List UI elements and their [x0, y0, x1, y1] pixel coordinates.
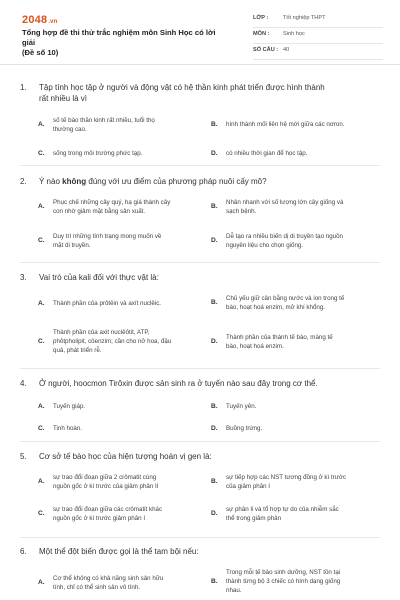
option-line: Thành phần của prôtêin và axít nuclêic. [53, 300, 162, 307]
title-line-2: (Đề số 10) [22, 48, 59, 57]
question-divider [20, 165, 380, 166]
option-line: Buồng trứng. [226, 425, 263, 432]
option-line: sự phân li và tổ hợp tự do của nhiễm sắc [226, 506, 339, 513]
option-text [53, 116, 203, 134]
option-text [226, 198, 376, 216]
meta-row-subject [253, 29, 383, 44]
meta-value: Sinh học [283, 31, 305, 37]
option-line: thành từng bộ 3 chiếc có hình dạng giống [226, 578, 341, 585]
logo-suffix: .vn [48, 19, 58, 25]
option-line: bào, hoạt hoá enzim, mở khí khổng. [226, 304, 325, 311]
option-letter: A. [38, 121, 45, 128]
meta-value: 40 [283, 47, 290, 53]
option-line: bào, hoạt hoá enzim. [226, 343, 284, 350]
meta-row-class [253, 13, 383, 28]
question-text-line: Cơ sở tế bào học của hiện tượng hoán vị gen là: [39, 452, 212, 461]
document-header [0, 0, 400, 65]
option-letter: C. [38, 237, 45, 244]
option-letter: D. [211, 338, 218, 345]
question-number: 3. [20, 273, 27, 282]
question-number: 4. [20, 379, 27, 388]
question-text-part: Ý nào [39, 177, 63, 186]
question-number: 1. [20, 83, 27, 92]
question-stem [0, 451, 400, 462]
meta-row-count [253, 45, 383, 60]
question-text-line: rất nhiều là vì [39, 94, 88, 103]
question-2 [0, 176, 400, 249]
question-stem [0, 176, 400, 187]
option-line: Dễ tạo ra nhiều biến dị di truyền tạo nguồn [226, 233, 343, 240]
title-line-1: Tổng hợp đề thi thử trắc nghiệm môn Sinh Học có lời giải [22, 28, 216, 47]
option-letter: B. [211, 478, 218, 485]
question-number: 6. [20, 547, 27, 556]
option-line: quả, phát triển rễ. [53, 347, 102, 354]
option-line: Tuyến yên. [226, 403, 257, 410]
option-line: Chủ yếu giữ cân bằng nước và ion trong tế [226, 295, 345, 302]
option-line: sống trong môi trường phức tạp. [53, 150, 143, 157]
document-meta [253, 13, 383, 61]
option-letter: A. [38, 403, 45, 410]
question-3 [0, 272, 400, 354]
option-letter: D. [211, 425, 218, 432]
question-6 [0, 546, 400, 594]
question-1 [0, 82, 400, 157]
option-letter: C. [38, 425, 45, 432]
option-line: thể trong giảm phân [226, 515, 282, 522]
option-letter: A. [38, 300, 45, 307]
question-text-line: Vai trò của kali đối với thực vật là: [39, 273, 159, 282]
option-text [226, 333, 376, 351]
option-line: phôtpholipit, côenzim; cần cho nở hoa, đậu [53, 338, 172, 345]
option-letter: B. [211, 578, 218, 585]
option-text [226, 294, 376, 312]
option-line: sự trao đổi đoạn giữa các crômatit khác [53, 506, 163, 513]
question-text-line: Một thể đột biến được gọi là thể tam bội nếu: [39, 547, 199, 556]
option-text [226, 424, 376, 433]
option-text [53, 424, 203, 433]
option-letter: D. [211, 237, 218, 244]
option-text [53, 198, 203, 216]
option-text [53, 574, 203, 592]
question-4 [0, 378, 400, 432]
meta-label: SỐ CÂU : [253, 47, 279, 53]
option-line: Thành phần của thành tế bào, màng tế [226, 334, 333, 341]
option-line: Cơ thể không có khả năng sinh sản hữu [53, 575, 164, 582]
option-line: sự tiếp hợp các NST tương đồng ở kì trước [226, 474, 347, 481]
question-stem [0, 272, 400, 283]
meta-value: Tốt nghiệp THPT [283, 15, 326, 21]
question-text-line [39, 176, 380, 187]
question-text-part: đúng với ưu điểm của phương pháp nuôi cấy mô? [86, 177, 267, 186]
question-divider [20, 441, 380, 442]
option-line: Nhân nhanh với số lượng lớn cây giống và [226, 199, 344, 206]
option-line: Thành phần của axit nuclêôtit, ATP, [53, 329, 150, 336]
option-letter: B. [211, 403, 218, 410]
option-text [226, 473, 376, 491]
option-letter: D. [211, 150, 218, 157]
option-line: hình thành mối liên hệ mới giữa các nơron. [226, 121, 345, 128]
option-letter: D. [211, 510, 218, 517]
option-line: nguyên liệu cho chọn giống. [226, 242, 304, 249]
option-line: tính, chỉ có thể sinh sản vô tính. [53, 584, 141, 591]
option-letter: B. [211, 121, 218, 128]
option-line: nhau. [226, 587, 242, 594]
question-divider [20, 537, 380, 538]
option-line: sự trao đổi đoạn giữa 2 crômatit cùng [53, 474, 157, 481]
option-letter: A. [38, 579, 45, 586]
option-line: Tinh hoàn. [53, 425, 83, 432]
option-text [226, 505, 376, 523]
option-line: nguồn gốc ở kì trước giảm phân I [53, 515, 146, 522]
question-number: 2. [20, 177, 27, 186]
document-title [22, 28, 222, 58]
option-text [226, 402, 376, 411]
question-stem [0, 378, 400, 389]
option-text [53, 402, 203, 411]
option-line: mặt di truyền. [53, 242, 91, 249]
meta-label: LỚP : [253, 15, 269, 21]
option-text [53, 505, 203, 523]
question-text-line: Ở người, hoocmon Tirôxin được sản sinh ra ở tuyến nào sau đây trong cơ thể. [39, 379, 318, 388]
option-letter: A. [38, 478, 45, 485]
option-line: con nhờ giảm mặt bằng sản xuất. [53, 208, 146, 215]
question-number: 5. [20, 452, 27, 461]
question-5 [0, 451, 400, 522]
option-text [226, 149, 376, 158]
meta-label: MÔN : [253, 31, 270, 37]
option-text [53, 232, 203, 250]
option-letter: B. [211, 203, 218, 210]
option-text [53, 149, 203, 158]
option-letter: C. [38, 338, 45, 345]
option-line: có nhiều thời gian để học tập. [226, 150, 308, 157]
question-text-emphasis: không [62, 177, 87, 186]
option-line: Trong mỗi tế bào sinh dưỡng, NST tồn tại [226, 569, 341, 576]
option-letter: C. [38, 150, 45, 157]
question-stem [0, 546, 400, 557]
logo-main: 2048 [22, 14, 48, 26]
option-letter: A. [38, 203, 45, 210]
option-line: của giảm phân I [226, 483, 271, 490]
option-line: sạch bệnh. [226, 208, 257, 215]
option-text [53, 328, 203, 355]
option-line: nguồn gốc ở kì trước của giảm phân II [53, 483, 159, 490]
question-divider [20, 262, 380, 263]
site-logo[interactable] [22, 14, 58, 26]
option-line: Duy trì những tính trạng mong muốn về [53, 233, 162, 240]
question-text-line: Tập tính học tập ở người và động vật có hệ thần kinh phát triển được hình thành [39, 83, 325, 92]
question-stem [0, 82, 400, 104]
option-line: Tuyến giáp. [53, 403, 86, 410]
option-line: thường cao. [53, 126, 87, 133]
option-text [53, 473, 203, 491]
option-line: số tế bào thần kinh rất nhiều, tuổi thọ [53, 117, 155, 124]
option-text [226, 232, 376, 250]
option-letter: B. [211, 299, 218, 306]
option-line: Phục chế những cây quý, hạ giá thành cây [53, 199, 171, 206]
option-text [226, 120, 376, 129]
option-text [53, 299, 203, 308]
option-text [226, 568, 376, 595]
question-divider [20, 368, 380, 369]
option-letter: C. [38, 510, 45, 517]
